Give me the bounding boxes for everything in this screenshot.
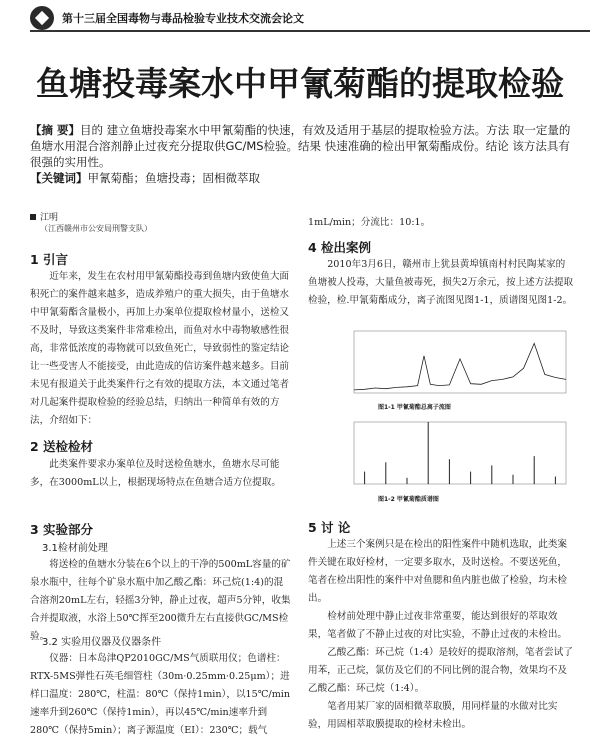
section-3-continued: 1mL/min；分流比：10:1。: [308, 216, 431, 228]
section-3-2-heading: 3.2 实验用仪器及仪器条件: [42, 637, 162, 648]
mass-spectrum-chart: [350, 418, 570, 488]
section-3-1-heading: 3.1检材前处理: [42, 543, 108, 554]
abstract-block: [30, 122, 578, 186]
author-name: 江明: [40, 213, 59, 223]
figure-1-2-caption: 图1-2 甲氰菊酯质谱图: [378, 496, 439, 503]
author-line: [30, 210, 58, 223]
emblem-icon: [30, 6, 54, 30]
section-2-heading: 2 送检检材: [30, 439, 94, 454]
section-3-2-body: 仪器：日本岛津QP2010GC/MS气质联用仪；色谱柱：RTX-5MS弹性石英毛细管柱（30m·0.25mm·0.25μm）；进样口温度：280℃，柱温：80℃（保持1min），以15℃/min速率升到260℃（保持1min），再以45℃/min速率升到280℃（保持5min）；离子源温度（EI）：230℃；载气: [30, 653, 291, 736]
tic-chart: [350, 327, 570, 397]
section-1-body: 近年来，发生在农村用甲氰菊酯投毒到鱼塘内致使鱼大面积死亡的案件越来越多，造成养殖户的重大损失，由于鱼塘水中甲氰菊酯含量极小，再加上办案单位提取检材量小，送检又不及时，导致这类案件非常难检出，而鱼对水中毒物敏感性很高，非常低浓度的毒物就可以致鱼死亡，导致弱性的鉴定结论让一些受害人不能接受，由此造成的信访案件越来越多。目前未见有报道关于此类案件行之有效的提取方法，本文通过笔者对几起案件提取检验的经验总结，归纳出一种简单有效的方法，介绍如下：: [30, 271, 290, 426]
paper-title: 鱼塘投毒案水中甲氰菊酯的提取检验: [36, 64, 564, 103]
section-5-body: 上述三个案例只是在检出的阳性案件中随机选取，此类案件关键在取好检材，一定要多取水，及时送检。不要送死鱼，笔者在检出阳性的案件中对鱼腮和鱼内脏也做了检验，均未检出。 检材前处理中静止过夜非常重要，能达到很好的萃取效果，笔者做了不静止过夜的对比实验，不静止过夜的未检出。 乙酸乙酯：环己烷（1:4）是较好的提取溶剂，笔者尝试了用苯，正己烷，氯仿及它们的不同比例的混合物，效果均不及乙酸乙酯：环己烷（1:4）。 笔者用某厂家的固相微萃取膜，用同样量的水做对比实验，用固相萃取膜提取的检材未检出。: [308, 539, 573, 730]
figure-1-1-caption: 图1-1 甲氰菊酯总离子流图: [378, 404, 451, 411]
section-4-heading: 4 检出案例: [308, 240, 372, 255]
section-4-body: 2010年3月6日，赣州市上犹县黄埠镇南村村民陶某家的鱼塘被人投毒，大量鱼被毒死，损失2万余元，按上述方法提取检验，检.甲氰菊酯成分，离子流图见图1-1，质谱图见图1-2。: [308, 259, 574, 306]
section-2-body: 此类案件要求办案单位及时送检鱼塘水，鱼塘水尽可能多，在3000mL以上，根据现场特点在鱼塘合适方位提取。: [30, 459, 281, 488]
abstract-text: 目的 建立鱼塘投毒案水中甲氰菊酯的快速，有效及适用于基层的提取检验方法。方法 取一定量的鱼塘水用混合溶剂静止过夜充分提取供GC/MS检验。结果 快速准确的检出甲氰菊酯成份。结论 该方法具有很强的实用性。: [30, 123, 571, 169]
keywords-text: 甲氰菊酯；鱼塘投毒；固相微萃取: [87, 171, 260, 185]
section-1-heading: 1 引言: [30, 252, 69, 267]
tic-line: [354, 343, 566, 390]
author-affiliation: （江西赣州市公安局刑警支队）: [40, 224, 152, 233]
journal-name: 第十三届全国毒物与毒品检验专业技术交流会论文: [62, 12, 304, 25]
section-5-heading: 5 讨 论: [308, 520, 351, 535]
keywords-label: 【关键词】: [30, 171, 88, 185]
section-3-1-body: 将送检的鱼塘水分装在6个以上的干净的500mL容量的矿泉水瓶中，往每个矿泉水瓶中加乙酸乙酯：环己烷(1:4)的混合溶剂20mL左右，轻摇3分钟，静止过夜，超声5分钟，收集合并提取液，水浴上50℃挥至200微升左右直接供GC/MS检验。: [30, 559, 291, 642]
header-divider: [30, 30, 590, 32]
author-bullet-icon: [30, 214, 36, 220]
journal-header: [30, 6, 590, 30]
section-3-heading: 3 实验部分: [30, 522, 94, 537]
abstract-label: 【摘 要】: [30, 123, 81, 137]
tic-frame: [354, 331, 566, 393]
